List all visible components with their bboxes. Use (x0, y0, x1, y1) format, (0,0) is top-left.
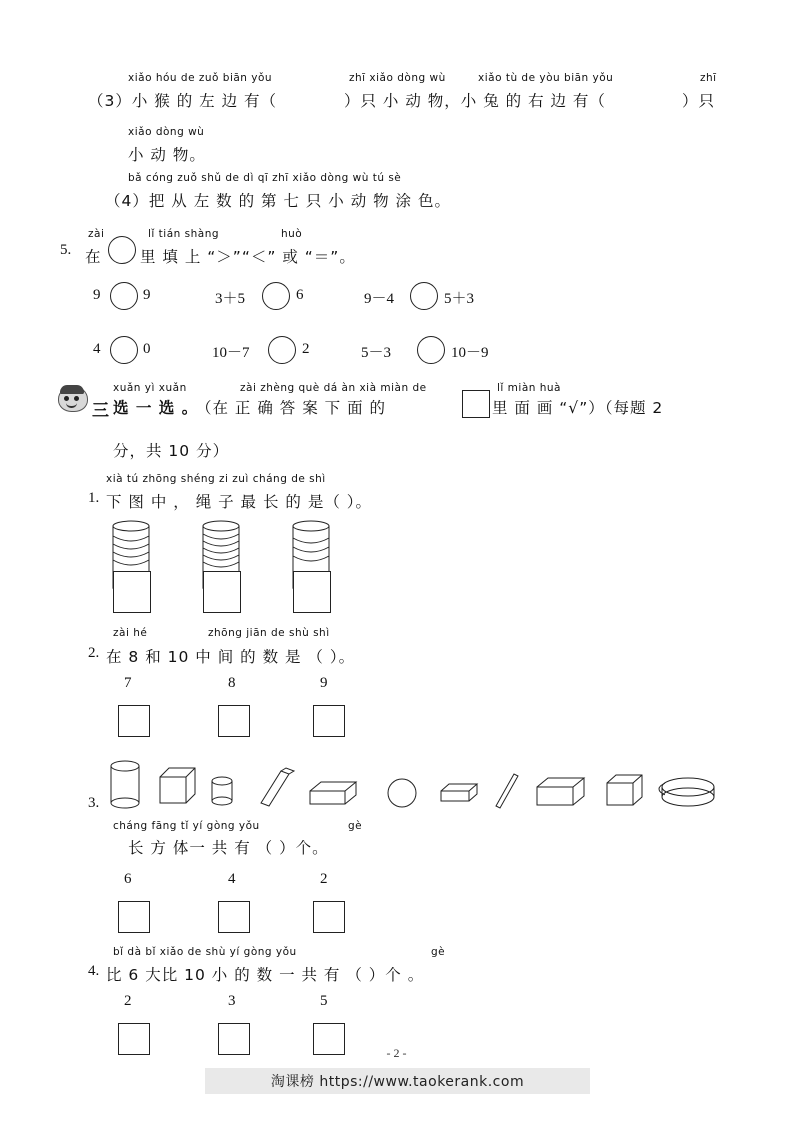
q3-line1-part-b: ）只 小 动 物，小 兔 的 右 边 有（ (344, 92, 606, 110)
section-note-pinyin-b: lǐ miàn huà (497, 382, 561, 394)
q5-r1-c1-right: 2 (302, 341, 310, 357)
q3-line2: 小 动 物。 (128, 146, 206, 164)
item-3-choice-box-1[interactable] (218, 901, 250, 933)
item-1-bottle-body-1 (113, 571, 151, 613)
item-1-index: 1. (88, 490, 100, 506)
item-2-option-1-label: 8 (228, 675, 236, 691)
item-2-text: 在 8 和 10 中 间 的 数 是 （ ）。 (106, 648, 356, 666)
item-3-index: 3. (88, 795, 100, 811)
q5-circle-r1-c2[interactable] (417, 336, 445, 364)
item-2-choice-box-2[interactable] (313, 705, 345, 737)
q5-r0-c2-right: 5＋3 (444, 291, 475, 307)
item-3-option-0-label: 6 (124, 871, 132, 887)
q5-pinyin-li: lǐ tián shàng (148, 228, 220, 240)
section-note-a: （在 正 确 答 案 下 面 的 (196, 399, 386, 417)
q5-r1-c2-right: 10－9 (451, 345, 489, 361)
q5-text-b: 里 填 上 “＞”“＜” 或 “＝”。 (140, 248, 356, 266)
q5-r1-c1-left: 10－7 (212, 345, 250, 361)
q5-r0-c2-left: 9－4 (364, 291, 395, 307)
q3-line1-part-c: ）只 (682, 92, 716, 110)
q3-pinyin-4: zhī (700, 72, 717, 84)
q5-r0-c1-right: 6 (296, 287, 304, 303)
q5-r0-c1-left: 3＋5 (215, 291, 246, 307)
q5-circle-r0-c0[interactable] (110, 282, 138, 310)
section-badge-icon (58, 386, 88, 412)
q5-circle-r1-c0[interactable] (110, 336, 138, 364)
item-3-option-1-label: 4 (228, 871, 236, 887)
item-2-pinyin-a: zài hé (113, 627, 148, 639)
item-2-index: 2. (88, 645, 100, 661)
q5-circle-r1-c1[interactable] (268, 336, 296, 364)
section-note-c: 分，共 10 分） (113, 442, 230, 460)
item-4-pinyin-ge: gè (431, 946, 446, 958)
item-4-option-1-label: 3 (228, 993, 236, 1009)
q3-pinyin-1: xiǎo hóu de zuǒ biān yǒu (128, 72, 273, 84)
q5-r0-c0-left: 9 (93, 287, 101, 303)
q3-pinyin-2: zhī xiǎo dòng wù (349, 72, 446, 84)
item-4-option-2-label: 5 (320, 993, 328, 1009)
watermark-footer (205, 1068, 590, 1094)
q5-text-a: 在 (85, 248, 102, 266)
item-3-choice-box-2[interactable] (313, 901, 345, 933)
item-3-pinyin: cháng fāng tǐ yí gòng yǒu (113, 820, 260, 832)
q5-r0-c0-right: 9 (143, 287, 151, 303)
item-2-choice-box-1[interactable] (218, 705, 250, 737)
item-3-choice-box-0[interactable] (118, 901, 150, 933)
section-marker: 三 (92, 401, 110, 421)
item-2-option-0-label: 7 (124, 675, 132, 691)
section-title-pinyin: xuǎn yì xuǎn (113, 382, 187, 394)
item-3-pinyin-ge: gè (348, 820, 363, 832)
q3-pinyin-5: xiǎo dòng wù (128, 126, 205, 138)
item-3-option-2-label: 2 (320, 871, 328, 887)
section-title: 选 一 选 。 (113, 399, 199, 417)
item-1-bottle-body-3 (293, 571, 331, 613)
item-3-figure-solids (105, 755, 665, 815)
section-note-box[interactable] (462, 390, 490, 418)
q5-r1-c2-left: 5－3 (361, 345, 392, 361)
q5-r1-c0-right: 0 (143, 341, 151, 357)
q3-line1-part-a: （3）小 猴 的 左 边 有（ (88, 92, 277, 110)
item-4-index: 4. (88, 963, 100, 979)
item-3-text: 长 方 体一 共 有 （ ）个。 (128, 839, 329, 857)
item-2-choice-box-0[interactable] (118, 705, 150, 737)
q4-text: （4）把 从 左 数 的 第 七 只 小 动 物 涂 色。 (105, 192, 451, 210)
item-1-bottle-body-2 (203, 571, 241, 613)
item-3-disc-icon (655, 775, 725, 815)
q5-circle-r0-c1[interactable] (262, 282, 290, 310)
section-note-pinyin-a: zài zhèng què dá àn xià miàn de (240, 382, 427, 394)
item-2-pinyin-b: zhōng jiān de shù shì (208, 627, 330, 639)
item-4-pinyin: bǐ dà bǐ xiǎo de shù yí gòng yǒu (113, 946, 297, 958)
q5-pinyin-zai: zài (88, 228, 105, 240)
item-2-option-2-label: 9 (320, 675, 328, 691)
item-4-option-0-label: 2 (124, 993, 132, 1009)
item-1-pinyin: xià tú zhōng shéng zi zuì cháng de shì (106, 473, 326, 485)
item-4-text: 比 6 大比 10 小 的 数 一 共 有 （ ）个 。 (106, 966, 425, 984)
page-number: - 2 - (386, 1046, 407, 1060)
q5-r1-c0-left: 4 (93, 341, 101, 357)
q5-answer-circle[interactable] (108, 236, 136, 264)
q5-index: 5. (60, 242, 72, 258)
watermark-text: 淘课榜 https://www.taokerank.com (270, 1074, 525, 1090)
q5-circle-r0-c2[interactable] (410, 282, 438, 310)
q5-pinyin-huo: huò (281, 228, 303, 240)
q3-pinyin-3: xiǎo tù de yòu biān yǒu (478, 72, 614, 84)
q4-pinyin: bǎ cóng zuǒ shǔ de dì qī zhī xiǎo dòng wù tú sè (128, 172, 402, 184)
item-1-text: 下 图 中 ， 绳 子 最 长 的 是（ ）。 (106, 493, 373, 511)
section-note-b: 里 面 画 “√”）（每题 2 (492, 399, 664, 417)
